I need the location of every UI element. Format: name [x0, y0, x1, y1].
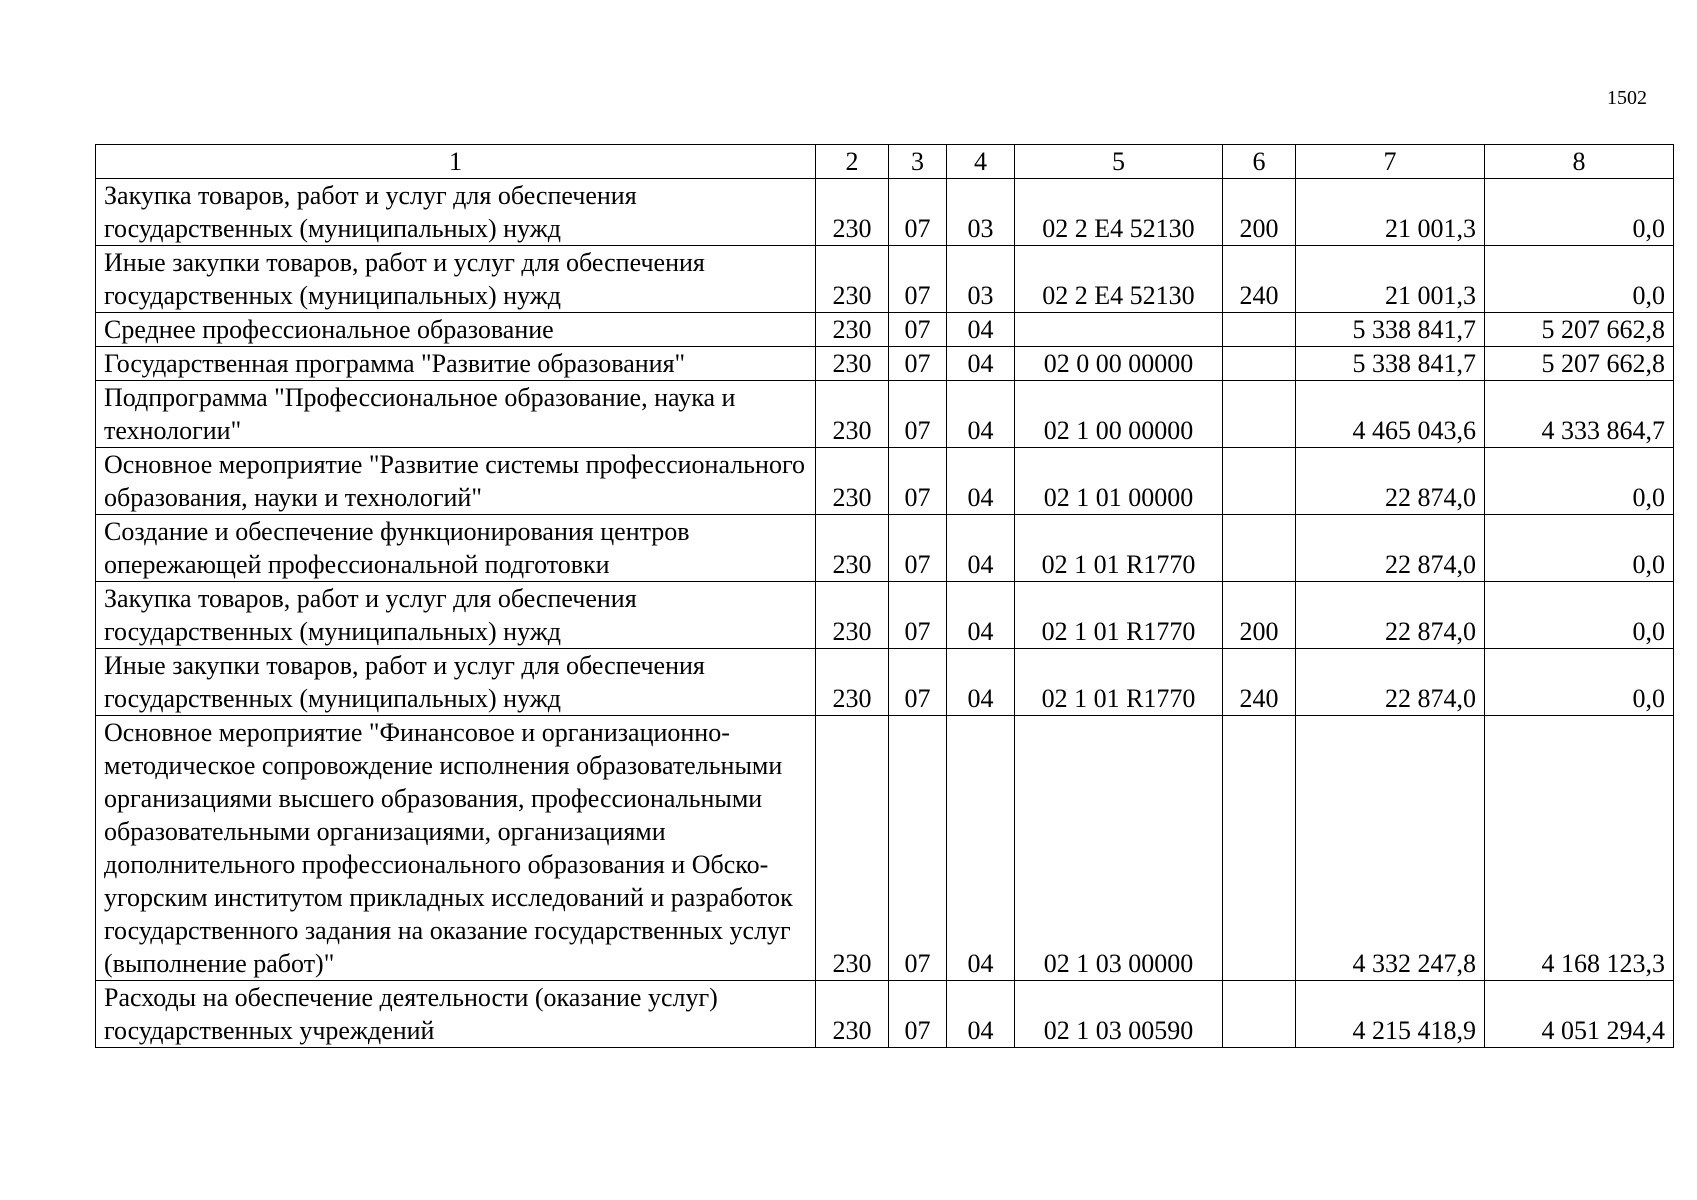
row-name: Иные закупки товаров, работ и услуг для обеспечения государственных (муниципальных) нужд [96, 246, 816, 313]
row-subsection-code: 04 [947, 313, 1015, 347]
row-expense-type [1223, 981, 1296, 1048]
table-row [96, 716, 1674, 981]
table-row [96, 981, 1674, 1048]
header-cell: 7 [1296, 145, 1485, 179]
row-expense-type: 200 [1223, 582, 1296, 649]
row-ministry-code: 230 [816, 448, 889, 515]
table-row [96, 515, 1674, 582]
row-ministry-code: 230 [816, 313, 889, 347]
row-expense-type [1223, 448, 1296, 515]
row-amount-7: 22 874,0 [1296, 649, 1485, 716]
row-amount-8: 5 207 662,8 [1485, 313, 1674, 347]
row-section-code: 07 [889, 515, 947, 582]
row-amount-8: 0,0 [1485, 179, 1674, 246]
row-section-code: 07 [889, 716, 947, 981]
row-name: Расходы на обеспечение деятельности (оказание услуг) государственных учреждений [96, 981, 816, 1048]
row-subsection-code: 04 [947, 649, 1015, 716]
row-expense-type [1223, 716, 1296, 981]
row-subsection-code: 03 [947, 246, 1015, 313]
table-row [96, 582, 1674, 649]
header-row [96, 145, 1674, 179]
table-row [96, 313, 1674, 347]
row-subsection-code: 04 [947, 347, 1015, 381]
row-target-code: 02 2 E4 52130 [1015, 246, 1223, 313]
row-subsection-code: 04 [947, 981, 1015, 1048]
row-expense-type: 200 [1223, 179, 1296, 246]
row-target-code: 02 0 00 00000 [1015, 347, 1223, 381]
row-expense-type: 240 [1223, 246, 1296, 313]
row-ministry-code: 230 [816, 582, 889, 649]
row-name: Создание и обеспечение функционирования центров опережающей профессиональной подготовки [96, 515, 816, 582]
table-row [96, 179, 1674, 246]
row-ministry-code: 230 [816, 981, 889, 1048]
row-expense-type: 240 [1223, 649, 1296, 716]
row-ministry-code: 230 [816, 716, 889, 981]
row-target-code: 02 1 00 00000 [1015, 381, 1223, 448]
row-amount-8: 4 168 123,3 [1485, 716, 1674, 981]
row-target-code: 02 1 01 R1770 [1015, 582, 1223, 649]
row-expense-type [1223, 515, 1296, 582]
row-amount-8: 4 051 294,4 [1485, 981, 1674, 1048]
row-target-code: 02 1 03 00590 [1015, 981, 1223, 1048]
row-amount-8: 0,0 [1485, 515, 1674, 582]
row-section-code: 07 [889, 649, 947, 716]
row-subsection-code: 04 [947, 515, 1015, 582]
row-section-code: 07 [889, 347, 947, 381]
row-amount-7: 22 874,0 [1296, 448, 1485, 515]
page-number: 1502 [1607, 87, 1647, 109]
header-cell: 3 [889, 145, 947, 179]
row-section-code: 07 [889, 448, 947, 515]
row-name: Государственная программа "Развитие образования" [96, 347, 816, 381]
table-row [96, 347, 1674, 381]
row-ministry-code: 230 [816, 179, 889, 246]
row-amount-7: 21 001,3 [1296, 246, 1485, 313]
row-section-code: 07 [889, 381, 947, 448]
row-target-code: 02 1 01 R1770 [1015, 515, 1223, 582]
row-name: Среднее профессиональное образование [96, 313, 816, 347]
row-section-code: 07 [889, 179, 947, 246]
row-amount-8: 0,0 [1485, 582, 1674, 649]
row-section-code: 07 [889, 246, 947, 313]
row-section-code: 07 [889, 981, 947, 1048]
header-cell: 1 [96, 145, 816, 179]
row-amount-7: 21 001,3 [1296, 179, 1485, 246]
table-body [96, 179, 1674, 1048]
row-amount-8: 5 207 662,8 [1485, 347, 1674, 381]
row-subsection-code: 04 [947, 448, 1015, 515]
row-amount-8: 0,0 [1485, 246, 1674, 313]
row-amount-7: 4 332 247,8 [1296, 716, 1485, 981]
row-section-code: 07 [889, 313, 947, 347]
table-row [96, 649, 1674, 716]
row-amount-7: 22 874,0 [1296, 582, 1485, 649]
row-expense-type [1223, 381, 1296, 448]
row-ministry-code: 230 [816, 347, 889, 381]
row-ministry-code: 230 [816, 649, 889, 716]
row-subsection-code: 04 [947, 582, 1015, 649]
header-cell: 5 [1015, 145, 1223, 179]
row-amount-8: 4 333 864,7 [1485, 381, 1674, 448]
row-amount-7: 5 338 841,7 [1296, 347, 1485, 381]
row-subsection-code: 03 [947, 179, 1015, 246]
row-amount-7: 4 215 418,9 [1296, 981, 1485, 1048]
row-amount-8: 0,0 [1485, 649, 1674, 716]
table-row [96, 246, 1674, 313]
row-subsection-code: 04 [947, 716, 1015, 981]
header-cell: 6 [1223, 145, 1296, 179]
row-target-code: 02 2 E4 52130 [1015, 179, 1223, 246]
row-target-code: 02 1 01 R1770 [1015, 649, 1223, 716]
row-amount-7: 4 465 043,6 [1296, 381, 1485, 448]
row-target-code [1015, 313, 1223, 347]
row-amount-8: 0,0 [1485, 448, 1674, 515]
row-subsection-code: 04 [947, 381, 1015, 448]
table-row [96, 448, 1674, 515]
row-amount-7: 22 874,0 [1296, 515, 1485, 582]
header-cell: 4 [947, 145, 1015, 179]
row-section-code: 07 [889, 582, 947, 649]
row-name: Подпрограмма "Профессиональное образование, наука и технологии" [96, 381, 816, 448]
row-ministry-code: 230 [816, 381, 889, 448]
header-cell: 8 [1485, 145, 1674, 179]
row-name: Закупка товаров, работ и услуг для обеспечения государственных (муниципальных) нужд [96, 582, 816, 649]
row-expense-type [1223, 347, 1296, 381]
row-expense-type [1223, 313, 1296, 347]
row-ministry-code: 230 [816, 515, 889, 582]
budget-table [95, 144, 1674, 1048]
row-amount-7: 5 338 841,7 [1296, 313, 1485, 347]
row-target-code: 02 1 03 00000 [1015, 716, 1223, 981]
table-row [96, 381, 1674, 448]
header-cell: 2 [816, 145, 889, 179]
row-name: Основное мероприятие "Финансовое и организационно-методическое сопровождение исполнения образовательными организациями высшего образования, профессиональными образовательными организациями, организациями дополнительного профессионального образования и Обско-угорским институтом прикладных исследований и разработок государственного задания на оказание государственных услуг (выполнение работ)" [96, 716, 816, 981]
row-target-code: 02 1 01 00000 [1015, 448, 1223, 515]
row-ministry-code: 230 [816, 246, 889, 313]
row-name: Основное мероприятие "Развитие системы профессионального образования, науки и технологий" [96, 448, 816, 515]
row-name: Иные закупки товаров, работ и услуг для обеспечения государственных (муниципальных) нужд [96, 649, 816, 716]
row-name: Закупка товаров, работ и услуг для обеспечения государственных (муниципальных) нужд [96, 179, 816, 246]
